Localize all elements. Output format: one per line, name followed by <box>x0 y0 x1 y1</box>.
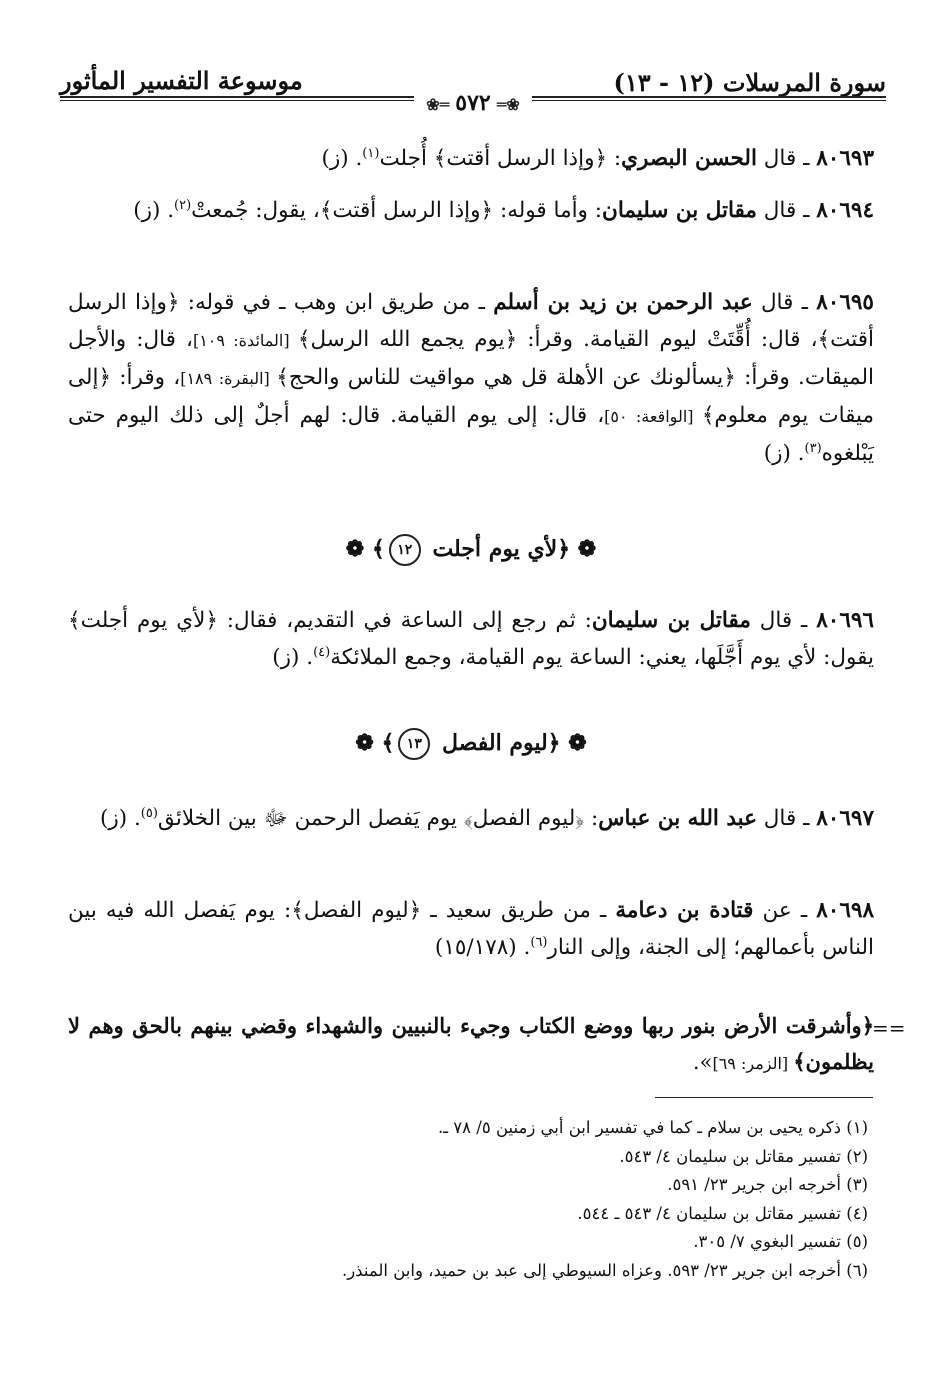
quran-quote: ﴿إلى ميقات يوم معلوم﴾ <box>68 365 875 428</box>
quran-quote: ﴿وإذا الرسل أقتت﴾ <box>68 290 874 352</box>
page-number: ٥٧٢ <box>455 90 491 116</box>
speaker-name: الحسن البصري <box>621 146 757 171</box>
entry-text: : يوم يَفصل الله فيه بين الناس بأعمالهم؛ إلى الجنة، وإلى النار <box>68 898 874 960</box>
entry-text: : <box>607 146 622 171</box>
speaker-name: مقاتل بن سليمان <box>602 198 757 223</box>
entry-number: ٨٠٦٩٨ <box>816 898 874 923</box>
entry-sep: ـ <box>801 290 808 315</box>
footnote: (١) ذكره يحيى بن سلام ـ كما في تفسير ابن أبي زمنين ٥/ ٧٨ ـ. <box>437 1118 868 1137</box>
heading-ornament-icon: ❁ <box>568 730 587 756</box>
entry-text: يوم يَفصل الرحمن ﷻ بين الخلائق <box>157 806 464 831</box>
speaker-prefix: قال <box>763 146 797 171</box>
entry-sep: ـ <box>803 198 810 223</box>
quran-quote: ﴿وإذا الرسل أقتت﴾ <box>433 146 608 171</box>
entry-number: ٨٠٦٩٦ <box>816 608 874 633</box>
footnote: (٦) أخرجه ابن جرير ٢٣/ ٥٩٣. وعزاه السيوطي إلى عبد بن حميد، وابن المنذر. <box>341 1260 868 1280</box>
verse-reference: [المائدة: ١٠٩] <box>192 331 298 350</box>
verse-heading-close: ﴾ <box>381 730 395 756</box>
quran-quote: ﴿يوم يجمع الله الرسل﴾ <box>297 327 518 352</box>
speaker-name: قتادة بن دعامة <box>615 898 754 923</box>
speaker-prefix: قال <box>763 198 797 223</box>
entry <box>68 892 874 966</box>
footnote: (٤) تفسير مقاتل بن سليمان ٤/ ٥٤٣ ـ ٥٤٤. <box>577 1203 868 1223</box>
footnote-ref: (٦) <box>530 934 548 950</box>
verse-heading-text: ﴿لأي يوم أجلت <box>432 536 571 562</box>
quran-quote: ﴿وأشرقت الأرض بنور ربها ووضع الكتاب وجيء بالنبيين والشهداء وقضي بينهم بالحق وهم لا يظلمون﴾ <box>68 1013 874 1074</box>
entry-number: ٨٠٦٩٧ <box>816 806 874 831</box>
verse-heading-close: ﴾ <box>371 536 385 562</box>
ayah-number-badge: ١٢ <box>389 534 421 566</box>
entry-text: . (ز) <box>99 806 141 831</box>
entry-text: أُجلت <box>379 146 434 171</box>
verse-heading-text: ﴿ليوم الفصل <box>442 730 561 756</box>
quran-quote: ﴿وإذا الرسل أقتت﴾ <box>319 198 494 223</box>
page-number-row <box>60 90 886 116</box>
entry-text: ـ من طريق ابن وهب ـ في قوله: <box>179 290 494 315</box>
footnote-ref: (٢) <box>174 197 192 213</box>
verse-reference: [الواقعة: ٥٠] <box>604 407 702 426</box>
entry-text: ، وقرأ: <box>111 365 181 390</box>
heading-ornament-icon: ❁ <box>355 730 374 756</box>
verse-reference: [البقرة: ١٨٩] <box>180 369 277 388</box>
speaker-name: عبد الرحمن بن زيد بن أسلم <box>493 290 753 315</box>
quran-quote: ﴿ليوم الفصل﴾ <box>291 898 422 923</box>
heading-ornament-icon: ❁ <box>577 536 597 562</box>
entry-text: : <box>584 806 599 831</box>
footnote-ref: (١) <box>362 145 380 161</box>
footnote-ref: (٣) <box>804 440 822 456</box>
entry-number: ٨٠٦٩٣ <box>816 146 874 171</box>
entry-text: ـ من طريق سعيد ـ <box>421 898 616 923</box>
entry-text: . (١٥/١٧٨) <box>434 935 531 960</box>
ayah-number-badge: ١٣ <box>398 728 430 760</box>
verse-reference: [الزمر: ٦٩] <box>712 1054 794 1073</box>
entry-sep: ـ <box>803 806 810 831</box>
entry <box>68 284 874 472</box>
verse-heading <box>68 728 874 760</box>
speaker-prefix: قال <box>760 290 794 315</box>
entry-text: . (ز) <box>763 441 805 466</box>
entry-text: ، قال: والأجل الميقات. وقرأ: <box>68 327 874 390</box>
footnotes <box>68 1114 868 1285</box>
quran-quote: ﴿يسألونك عن الأهلة قل هي مواقيت للناس والحج﴾ <box>276 365 736 390</box>
continuation-marker: == <box>872 1016 906 1040</box>
entry-text: . (ز) <box>272 645 314 670</box>
entry-text: ، قال: إلى يوم القيامة. قال: لهم أجلٌ إلى ذلك اليوم حتى يَبْلغوه <box>68 403 874 466</box>
speaker-name: مقاتل بن سليمان <box>591 608 751 633</box>
entry-text: : ثم رجع إلى الساعة في التقديم، فقال: <box>217 608 592 633</box>
entry-number: ٨٠٦٩٥ <box>816 290 874 315</box>
entry <box>68 800 874 837</box>
footnote-ref: (٤) <box>313 644 331 660</box>
heading-ornament-icon: ❁ <box>345 536 365 562</box>
surah-title: سورة المرسلات (١٢ - ١٣) <box>613 68 886 97</box>
entry-text: : وأما قوله: <box>493 198 603 223</box>
page-header <box>60 52 886 116</box>
ornament-icon: ═❀ <box>496 95 520 114</box>
speaker-prefix: قال <box>759 608 793 633</box>
note-tail: ». <box>692 1050 713 1074</box>
quran-quote: ﴿ليوم الفصل﴾ <box>463 806 585 831</box>
entry-sep: ـ <box>800 898 808 923</box>
footnote-ref: (٥) <box>140 805 158 821</box>
footnote: (٣) أخرجه ابن جرير ٢٣/ ٥٩١. <box>667 1175 868 1194</box>
continued-note <box>68 1008 874 1082</box>
speaker-name: عبد الله بن عباس <box>598 806 757 831</box>
footnote: (٢) تفسير مقاتل بن سليمان ٤/ ٥٤٣. <box>619 1146 868 1166</box>
entry <box>68 192 874 229</box>
footnote-rule <box>655 1097 873 1098</box>
speaker-prefix: عن <box>762 898 792 923</box>
entry-text: . (ز) <box>321 146 363 171</box>
verse-heading <box>68 534 874 566</box>
entry-text: ، يقول: جُمعتْ <box>191 198 320 223</box>
footnote: (٥) تفسير البغوي ٧/ ٣٠٥. <box>693 1232 868 1251</box>
entry-sep: ـ <box>803 146 810 171</box>
entry <box>68 140 874 177</box>
speaker-prefix: قال <box>763 806 797 831</box>
entry-sep: ـ <box>801 608 808 633</box>
entry-number: ٨٠٦٩٤ <box>816 198 874 223</box>
entry-text: ، قال: أُقِّتَتْ ليوم القيامة. وقرأ: <box>517 327 818 352</box>
entry <box>68 602 874 676</box>
entry-text: . (ز) <box>133 198 175 223</box>
quran-quote: ﴿لأي يوم أجلت﴾ <box>68 608 218 633</box>
entry-text: يقول: لأي يوم أَجَّلَها، يعني: الساعة يوم القيامة، وجمع الملائكة <box>330 645 874 670</box>
book-title: موسوعة التفسير المأثور <box>60 66 303 95</box>
ornament-icon: ❀═ <box>426 95 450 114</box>
